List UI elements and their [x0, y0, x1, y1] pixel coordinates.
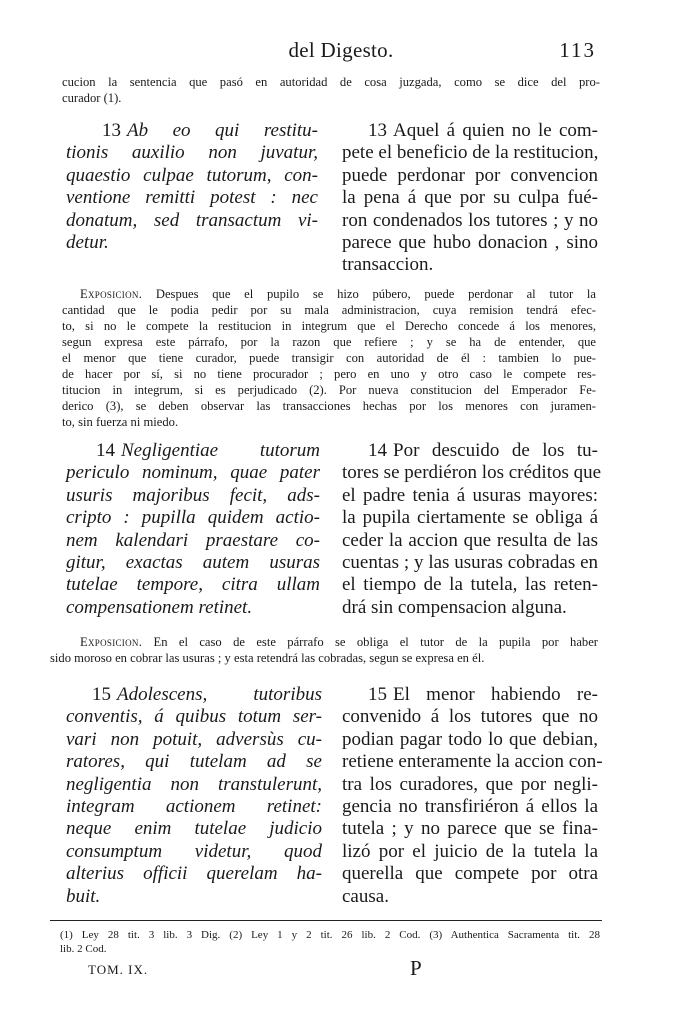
- spanish-line: puede perdonar por convencion: [342, 164, 598, 186]
- latin-line: donatum, sed transactum vi-: [66, 209, 318, 231]
- spanish-line: podian pagar todo lo que debian,: [342, 728, 598, 750]
- latin-line: ratores, qui tutelam ad se: [66, 751, 322, 773]
- running-head: [0, 38, 682, 68]
- latin-line: periculo nominum, quae pater: [66, 462, 320, 484]
- spanish-line: 15 El menor habiendo re-: [368, 684, 598, 705]
- latin-column-13: [66, 120, 318, 254]
- spanish-line: drá sin compensacion alguna.: [342, 596, 567, 618]
- latin-line: alterius officii querelam ha-: [66, 863, 322, 885]
- intro-line: cucion la sentencia que pasó en autoridad de cosa juzgada, como se dice del pro-: [62, 75, 600, 89]
- latin-line: nem kalendari praestare co-: [66, 529, 320, 551]
- section-number: 14: [368, 440, 387, 461]
- latin-line: neque enim tutelae judicio: [66, 818, 322, 840]
- spanish-line: querella que compete por otra: [342, 863, 598, 885]
- spanish-column-14: [342, 440, 602, 619]
- latin-line: vari non potuit, adversùs cu-: [66, 728, 322, 750]
- exposition-line: de hacer por sí, si no tiene procurador ; pero en uno y otro caso le compete res-: [62, 367, 596, 381]
- latin-line: usuris majoribus fecit, ads-: [66, 484, 320, 506]
- exposition-label: Exposicion.: [80, 287, 143, 301]
- spanish-line: lizó por el juicio de la tutela la: [342, 840, 598, 862]
- latin-line: 14 Negligentiae tutorum: [96, 440, 320, 461]
- latin-column-14: [66, 440, 320, 619]
- latin-line: detur.: [66, 232, 109, 254]
- section-number: 15: [368, 684, 387, 705]
- spanish-line: transaccion.: [342, 254, 434, 276]
- exposition-line: el menor que tiene curador, puede transigir con autoridad de él : tambien lo pue-: [62, 351, 596, 365]
- latin-line: cripto : pupilla quidem actio-: [66, 507, 320, 529]
- spanish-line: pete el beneficio de la restitucion,: [342, 142, 599, 164]
- intro-paragraph: [62, 74, 600, 106]
- footnote-line: (1) Ley 28 tit. 3 lib. 3 Dig. (2) Ley 1 y 2 tit. 26 lib. 2 Cod. (3) Authentica Sacramenta tit. 28: [60, 929, 600, 941]
- spanish-line: ceder la accion que resulta de las: [342, 529, 598, 551]
- spanish-line: ron condenados los tutores ; y no: [342, 209, 598, 231]
- exposition-line: derico (3), se deben observar las transacciones hechas por los menores con juramen-: [62, 399, 596, 413]
- latin-line: integram actionem retinet:: [66, 796, 322, 818]
- exposition-line: sido moroso en cobrar las usuras ; y esta retendrá las cobradas, segun se expresa en él.: [50, 651, 485, 665]
- latin-line: negligentia non transtulerunt,: [66, 773, 322, 795]
- exposition-14: [50, 634, 598, 666]
- exposition-line: segun expresa este párrafo, por la razon que refiere ; y se ha de entender, que: [62, 335, 596, 349]
- section-number: 14: [96, 440, 115, 461]
- latin-line: 15 Adolescens, tutoribus: [92, 684, 322, 705]
- exposition-line: Exposicion. Despues que el pupilo se hizo púbero, puede perdonar al tutor la: [80, 287, 596, 301]
- spanish-line: retiene enteramente la accion con-: [342, 751, 603, 773]
- exposition-line: to, si no le compete la restitucion in integrum que el Derecho concede á los menores,: [62, 319, 596, 333]
- spanish-line: la pupila ciertamente se obliga á: [342, 507, 598, 529]
- running-title: del Digesto.: [288, 38, 394, 62]
- exposition-line: Exposicion. En el caso de este párrafo se obliga el tutor de la pupila por haber: [80, 635, 598, 649]
- section-number: 13: [102, 120, 121, 141]
- latin-column-15: [66, 684, 322, 908]
- footnote-rule: [50, 920, 602, 921]
- spanish-line: el tiempo de la tutela, las reten-: [342, 574, 598, 596]
- exposition-13: [62, 286, 596, 430]
- latin-line: tutelae tempore, citra ullam: [66, 574, 320, 596]
- signature-letter: P: [410, 956, 422, 980]
- spanish-line: parece que hubo donacion , sino: [342, 232, 598, 254]
- spanish-line: tutela ; y no parece que se fina-: [342, 818, 598, 840]
- latin-line: gitur, exactas autem usuras: [66, 552, 320, 574]
- spanish-line: la pena á que por su culpa fué-: [342, 187, 598, 209]
- spanish-line: tra los curadores, que por negli-: [342, 773, 598, 795]
- section-number: 13: [368, 120, 387, 141]
- volume-signature: TOM. IX.: [88, 962, 149, 977]
- spanish-line: convenido á los tutores que no: [342, 706, 598, 728]
- latin-line: compensationem retinet.: [66, 596, 253, 618]
- spanish-line: 13 Aquel á quien no le com-: [368, 120, 598, 141]
- spanish-line: tores se perdiéron los créditos que: [342, 462, 602, 484]
- spanish-line: cuentas ; y las usuras cobradas en: [342, 552, 598, 574]
- exposition-line: titucion in integrum, si es perjudicado (2). Por nueva constitucion del Emperador Fe-: [62, 383, 596, 397]
- spanish-line: gencia no transfiriéron á ellos la: [342, 796, 598, 818]
- latin-line: consumptum videtur, quod: [66, 840, 322, 862]
- spanish-line: 14 Por descuido de los tu-: [368, 440, 598, 461]
- exposition-line: to, sin fuerza ni miedo.: [62, 415, 179, 429]
- latin-line: buit.: [66, 885, 101, 907]
- footnotes: [60, 928, 600, 956]
- latin-line: conventis, á quibus totum ser-: [66, 706, 322, 728]
- exposition-line: cantidad que le podia pedir por su mala administracion, cuya remision tendrá efec-: [62, 303, 596, 317]
- latin-line: tionis auxilio non juvatur,: [66, 142, 318, 164]
- spanish-column-15: [342, 684, 603, 908]
- latin-line: ventione remitti potest : nec: [66, 187, 318, 209]
- latin-line: 13 Ab eo qui restitu-: [102, 120, 318, 141]
- section-number: 15: [92, 684, 111, 705]
- spanish-line: causa.: [342, 885, 389, 907]
- spanish-column-13: [342, 120, 598, 277]
- page-number: 113: [559, 38, 596, 62]
- spanish-line: el padre tenia á usuras mayores:: [342, 484, 598, 506]
- footnote-line: lib. 2 Cod.: [60, 943, 107, 955]
- latin-line: quaestio culpae tutorum, con-: [66, 164, 318, 186]
- intro-line: curador (1).: [62, 91, 122, 105]
- exposition-label: Exposicion.: [80, 635, 143, 649]
